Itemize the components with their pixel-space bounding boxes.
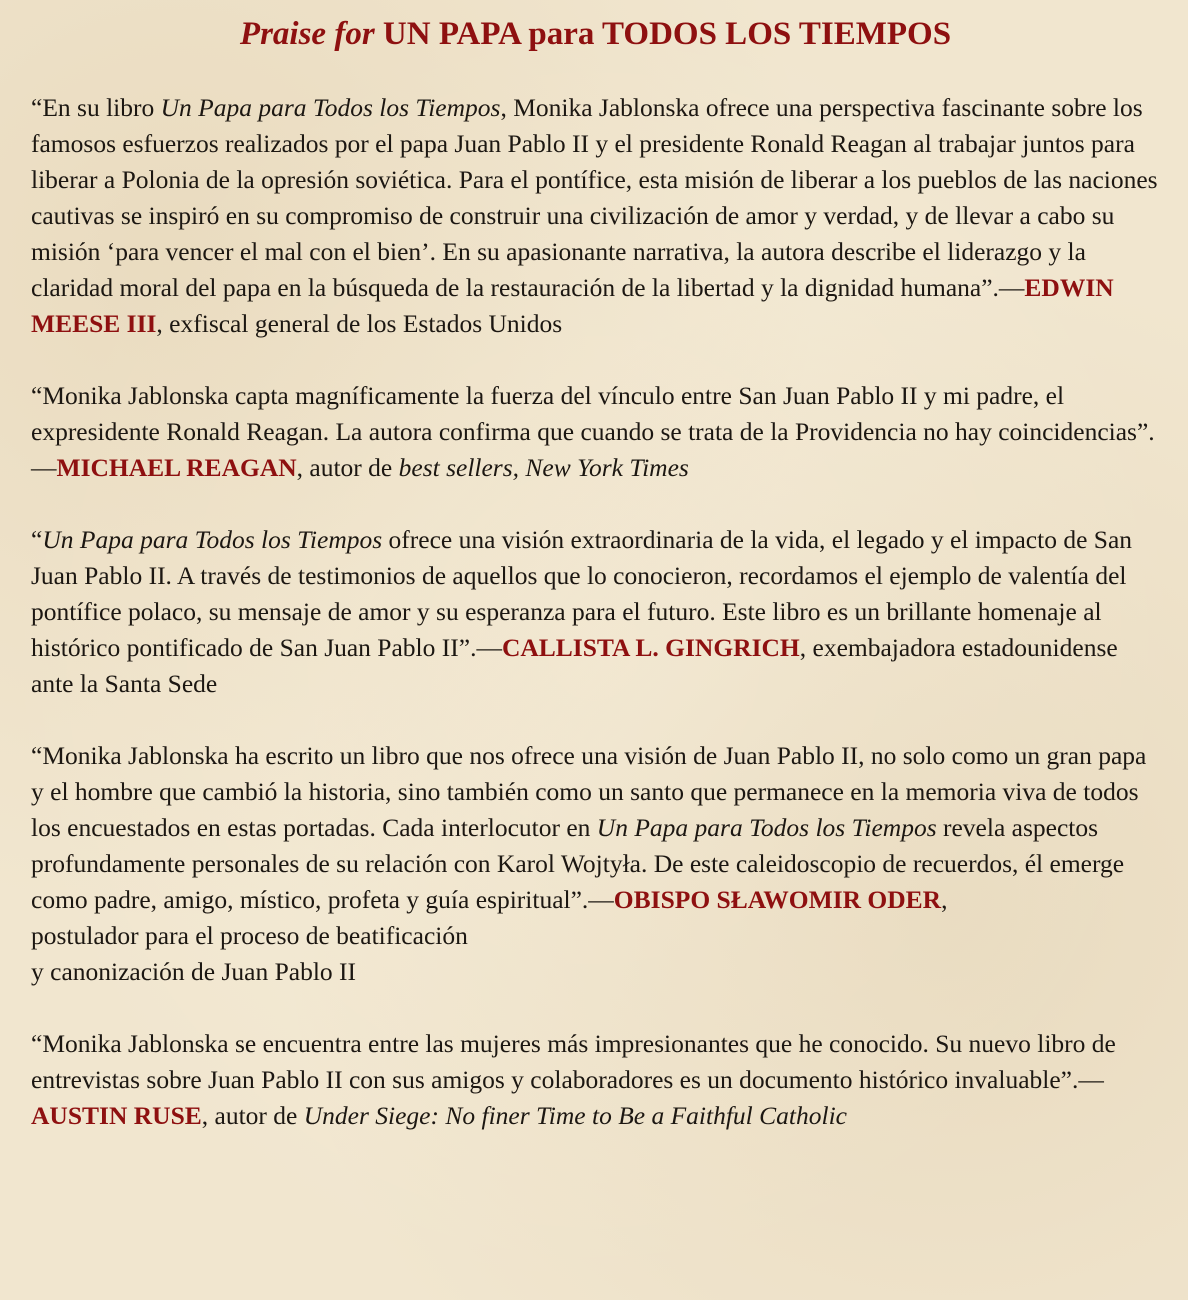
- quote-text: ofrece una visión extraordinaria de la vida, el legado y el impacto de San Juan Pablo II. A través de testimonios de aquellos que lo conocieron, recordamos el ejemplo de valentía del pontífice polaco, su mensaje de amor y su esperanza para el futuro. Este libro es un brillante homenaje al histórico pontificado de San Juan Pablo II”.—: [31, 524, 1133, 662]
- quote-ruse: [31, 1026, 1160, 1134]
- page-title: [31, 16, 1160, 54]
- quote-author: AUSTIN RUSE: [31, 1100, 202, 1130]
- quote-text: , Monika Jablonska ofrece una perspectiva fascinante sobre los famosos esfuerzos realizados por el papa Juan Pablo II y el presidente Ronald Reagan al trabajar juntos para liberar a Polonia de la opresión soviética. Para el pontífice, esta misión de liberar a los pueblos de las naciones cautivas se inspiró en su compromiso de construir una civilización de amor y verdad, y de llevar a cabo su misión ‘para vencer el mal con el bien’. En su apasionante narrativa, la autora describe el liderazgo y la claridad moral del papa en la búsqueda de la restauración de la libertad y la dignidad humana”.—: [31, 92, 1158, 302]
- quote-author-role: , exfiscal general de los Estados Unidos: [156, 308, 563, 338]
- quote-open: “En su libro: [31, 92, 161, 122]
- quote-book-title: Un Papa para Todos los Tiempos: [596, 812, 937, 842]
- quote-gingrich: [31, 522, 1160, 702]
- quote-author-role-line-1: postulador para el proceso de beatificación: [31, 920, 468, 950]
- quote-author: MICHAEL REAGAN: [56, 452, 297, 482]
- quote-open: “Monika Jablonska ha escrito un libro que nos ofrece una visión de Juan Pablo II, no solo como un gran papa y el hombre que cambió la historia, sino también como un santo que permanece en la memoria viva de todos los encuestados en estas portadas. Cada interlocutor en: [31, 740, 1147, 842]
- quote-author-role: ,: [941, 884, 948, 914]
- quote-author: OBISPO SŁAWOMIR ODER: [613, 884, 942, 914]
- quote-book-title: Un Papa para Todos los Tiempos: [160, 92, 501, 122]
- quote-text: “Monika Jablonska se encuentra entre las mujeres más impresionantes que he conocido. Su nuevo libro de entrevistas sobre Juan Pablo II con sus amigos y colaboradores es un documento histórico invaluable”.—: [31, 1028, 1116, 1094]
- quote-author-role: , exembajadora estadounidense ante la Santa Sede: [31, 632, 1118, 698]
- quote-author-role: , autor de: [201, 1100, 304, 1130]
- quote-author: EDWIN MEESE III: [31, 272, 1114, 338]
- quote-author-role-work: Under Siege: No finer Time to Be a Faithful Catholic: [303, 1100, 847, 1130]
- quote-text: “Monika Jablonska capta magníficamente la fuerza del vínculo entre San Juan Pablo II y mi padre, el expresidente Ronald Reagan. La autora confirma que cuando se trata de la Providencia no hay coincidencias”.—: [31, 380, 1155, 482]
- quote-author-role: , autor de: [296, 452, 399, 482]
- quote-oder: [31, 738, 1160, 990]
- title-lead: Praise for: [239, 16, 375, 52]
- quote-open: “: [31, 524, 43, 554]
- quote-reagan: [31, 378, 1160, 486]
- quote-author-role-work: best sellers, New York Times: [398, 452, 689, 482]
- quote-meese: [31, 90, 1160, 342]
- quote-author: CALLISTA L. GINGRICH: [501, 632, 800, 662]
- quote-text: revela aspectos profundamente personales de su relación con Karol Wojtyła. De este caleidoscopio de recuerdos, él emerge como padre, amigo, místico, profeta y guía espiritual”.—: [31, 812, 1125, 914]
- quote-book-title: Un Papa para Todos los Tiempos: [42, 524, 383, 554]
- title-book: UN PAPA para TODOS LOS TIEMPOS: [382, 16, 952, 52]
- quote-author-role-line-2: y canonización de Juan Pablo II: [31, 956, 357, 986]
